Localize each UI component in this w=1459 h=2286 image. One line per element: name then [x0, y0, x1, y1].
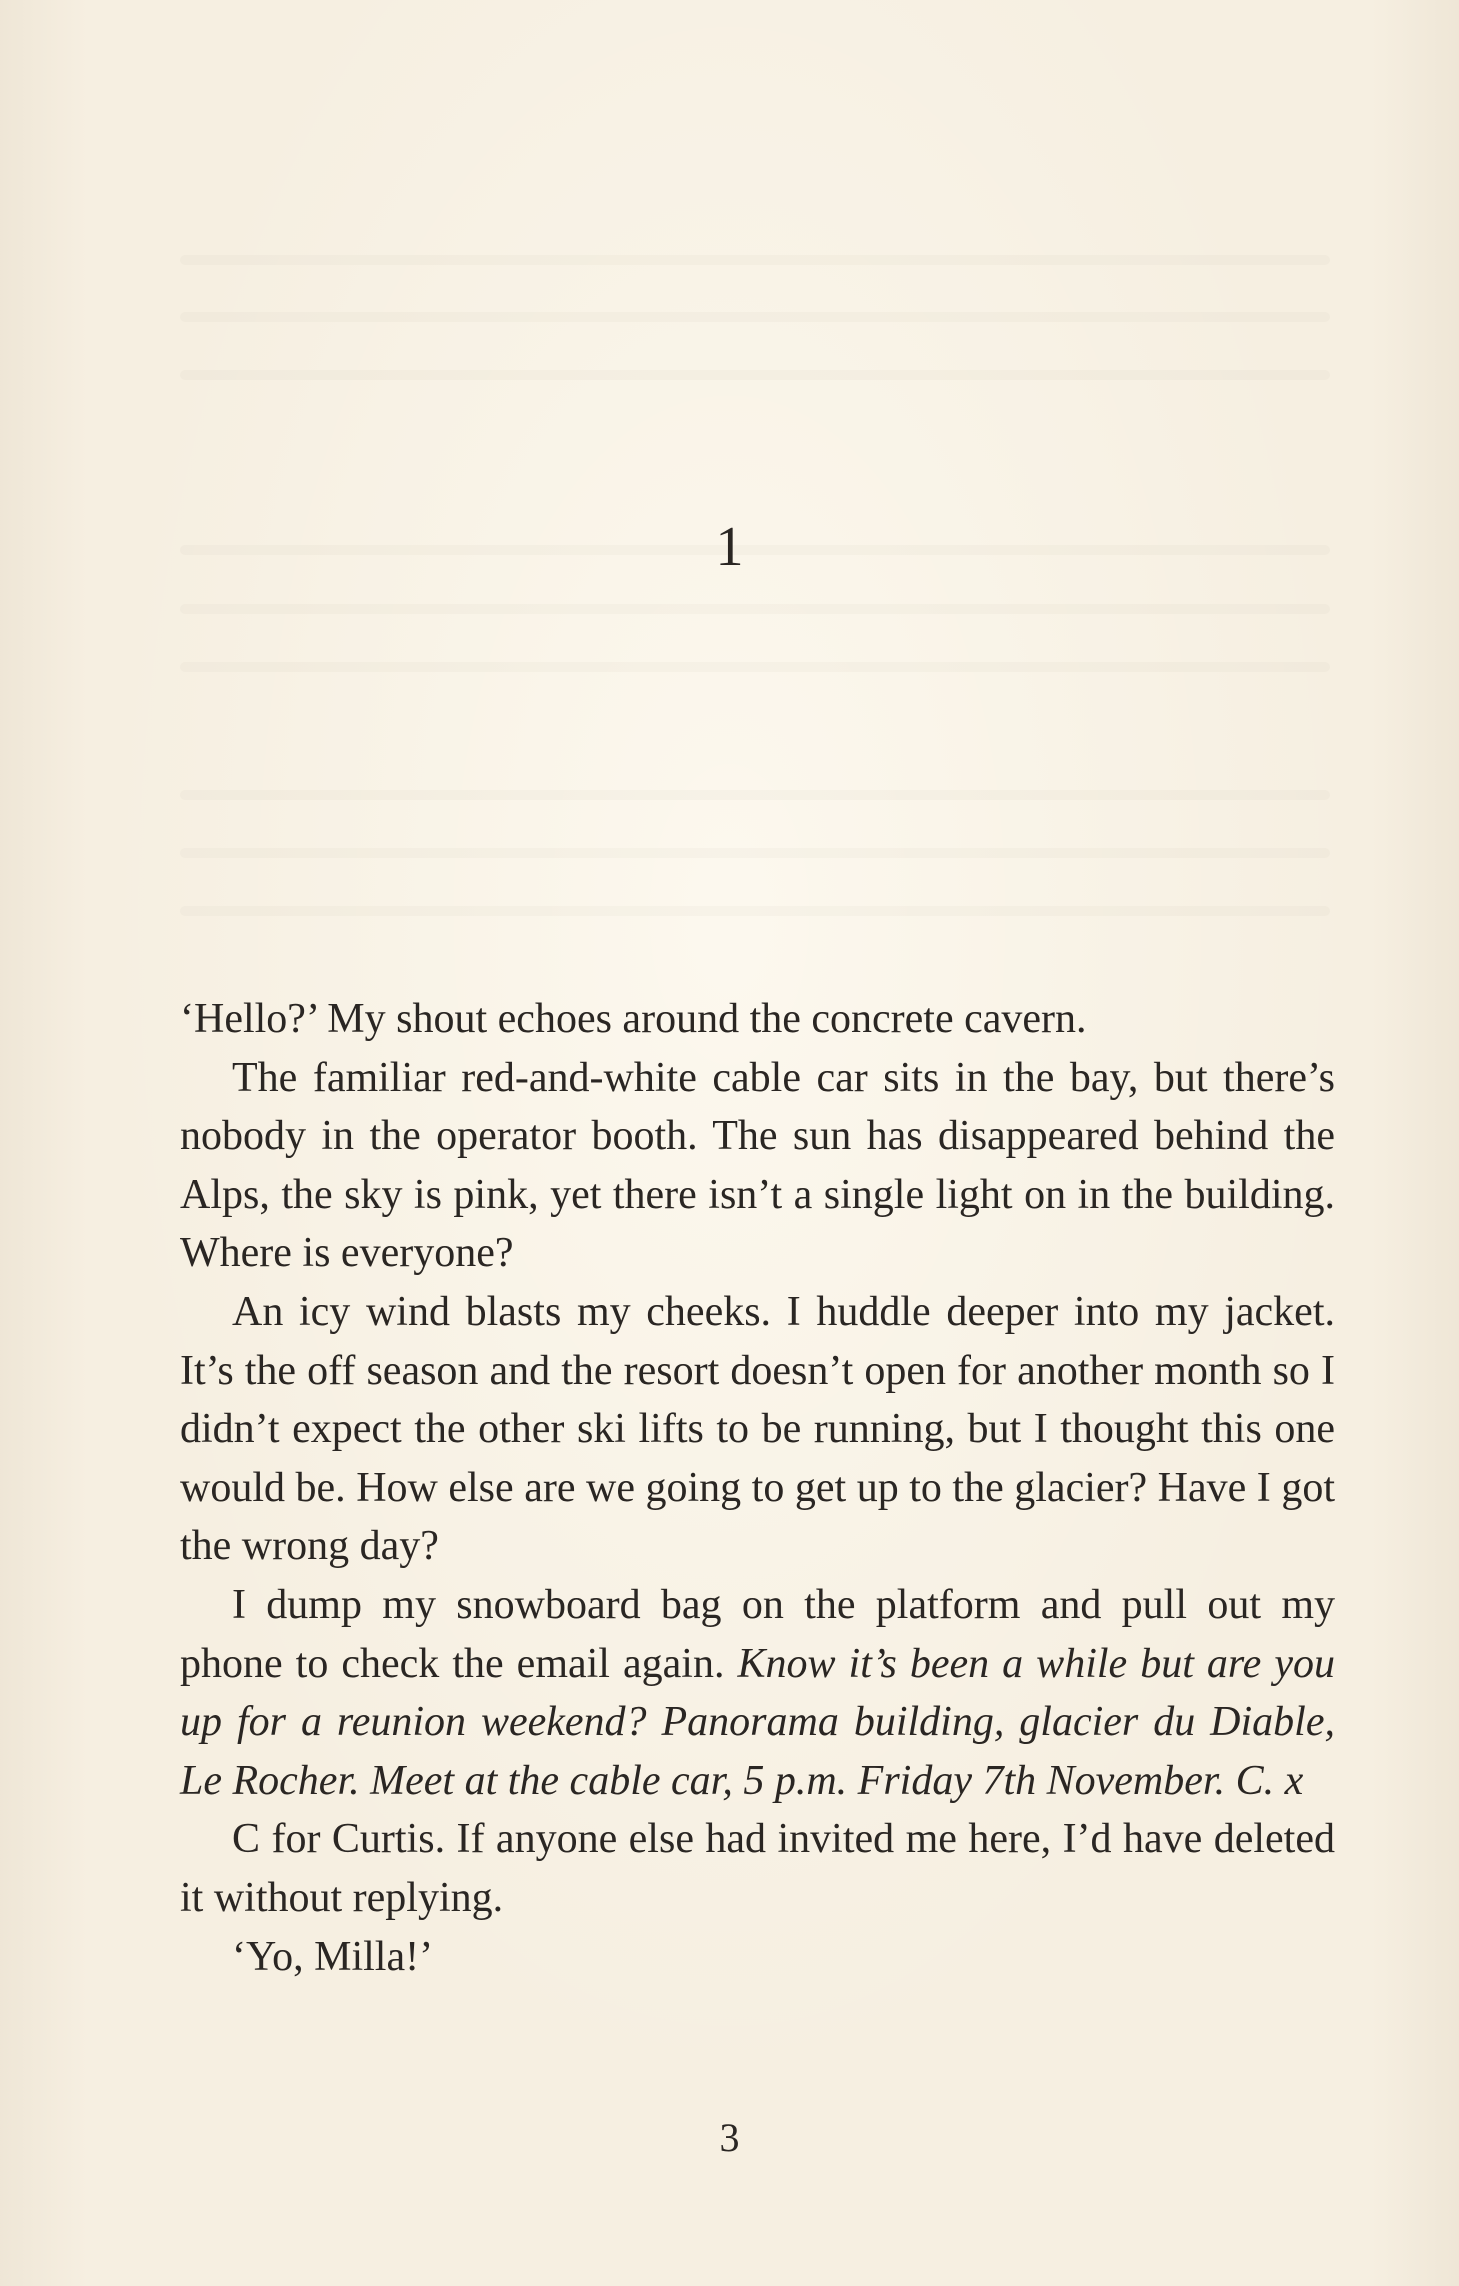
paragraph-text: ‘Yo, Milla!’	[232, 1933, 434, 1980]
show-through-line	[180, 370, 1330, 380]
paragraph-text: An icy wind blasts my cheeks. I huddle deeper into my jacket. It’s the off season and the resort doesn’t open for another month so I didn’t expect the other ski lifts to be running, but I thought this one would be. How else are we going to get up to the glacier? Have I got the wrong day?	[180, 1288, 1335, 1570]
chapter-number: 1	[715, 516, 744, 578]
show-through-line	[180, 255, 1330, 265]
show-through-line	[180, 906, 1330, 916]
show-through-line	[180, 848, 1330, 858]
email-message: Know it’s been a while but are you up for a reunion weekend? Panorama building, glacier du Diable, Le Rocher. Meet at the cable car, 5 p.m. Friday 7th November. C. x	[180, 1640, 1335, 1804]
paragraph	[180, 1049, 1335, 1283]
paragraph-text: The familiar red-and-white cable car sits in the bay, but there’s nobody in the operator booth. The sun has disappeared behind the Alps, the sky is pink, yet there isn’t a single light on in the building. Where is everyone?	[180, 1054, 1335, 1277]
paragraph	[180, 1928, 1335, 1987]
paragraph	[180, 990, 1335, 1049]
show-through-line	[180, 790, 1330, 800]
paragraph	[180, 1576, 1335, 1810]
paragraph	[180, 1283, 1335, 1576]
paragraph-text: I dump my snowboard bag on the platform and pull out my phone to check the email again.	[180, 1581, 1335, 1687]
show-through-line	[180, 312, 1330, 322]
show-through-line	[180, 662, 1330, 672]
paragraph-text: ‘Hello?’ My shout echoes around the concrete cavern.	[180, 996, 1087, 1042]
paragraph	[180, 1810, 1335, 1927]
page-number: 3	[719, 2115, 740, 2160]
paragraph-text: C for Curtis. If anyone else had invited me here, I’d have deleted it without replying.	[180, 1816, 1335, 1921]
chapter-body	[180, 990, 1335, 1986]
show-through-line	[180, 604, 1330, 614]
